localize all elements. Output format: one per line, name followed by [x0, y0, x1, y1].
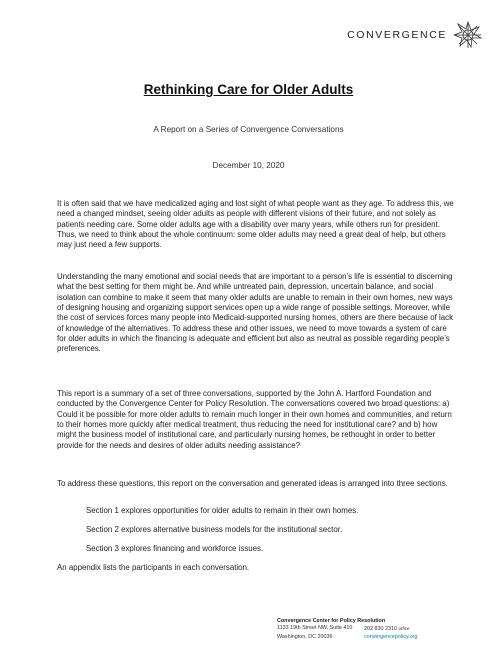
section-list-item: Section 1 explores opportunities for older adults to remain in their own homes.	[86, 506, 359, 515]
closing-paragraph: An appendix lists the participants in each conversation.	[57, 563, 250, 572]
document-date: December 10, 2020	[212, 161, 285, 170]
brand-header	[347, 20, 483, 50]
paragraph: It is often said that we have medicalized aging and lost sight of what people want as they age. To address this, we need a changed mindset, seeing older adults as people with different visions of their future, and not solely as patients needing care. Some older adults age with a disability over many years, while others run for president. Thus, we need to think about the whole continuum: some older adults may need a great deal of help, but others may just need a few supports.	[57, 199, 454, 250]
footer-address-line1: 1133 19th Street NW, Suite 410	[277, 625, 353, 632]
footer-phone: 202 830 2310	[364, 626, 397, 633]
brand-name: CONVERGENCE	[347, 29, 447, 41]
convergence-logo-icon	[453, 20, 483, 50]
footer-phone-label: office	[398, 626, 410, 632]
footer-org-name: Convergence Center for Policy Resolution	[277, 618, 386, 624]
footer-address-line2: Washington, DC 20036	[277, 633, 333, 640]
paragraph: This report is a summary of a set of three conversations, supported by the John A. Hartford Foundation and conducted by the Convergence Center for Policy Resolution. The conversations covered two broad questions: a) Could it be possible for more older adults to remain much longer in their own homes and communities, and return to their homes more quickly after medical treatment, thus reducing the need for institutional care? and b) how might the business model of institutional care, and particularly nursing homes, be rethought in order to better provide for the needs and desires of older adults needing assistance?	[57, 389, 452, 450]
footer-contact	[277, 618, 418, 641]
section-list-item: Section 2 explores alternative business models for the institutional sector.	[86, 525, 343, 534]
paragraph: Understanding the many emotional and social needs that are important to a person’s life is essential to discerning what the best setting for them might be. And while untreated pain, depression, uncertain balance, and social isolation can combine to make it seem that many older adults are unable to remain in their own homes, new ways of designing housing and organizing support services open up a wide range of possible settings. Moreover, while the cost of services forces many people into Medicaid-supported nursing homes, others are there because of lack of knowledge of the alternatives. To address these and other issues, we need to move towards a system of care for older adults in which the financing is adequate and efficient but also as neutral as possible regarding people’s preferences.	[57, 272, 454, 354]
document-subtitle: A Report on a Series of Convergence Conversations	[153, 125, 344, 134]
paragraph: To address these questions, this report on the conversation and generated ideas is arranged into three sections.	[57, 479, 448, 488]
section-list-item: Section 3 explores financing and workforce issues.	[86, 544, 264, 553]
document-title: Rethinking Care for Older Adults	[143, 82, 354, 97]
footer-website-link[interactable]: convergencepolicy.org	[364, 633, 418, 640]
